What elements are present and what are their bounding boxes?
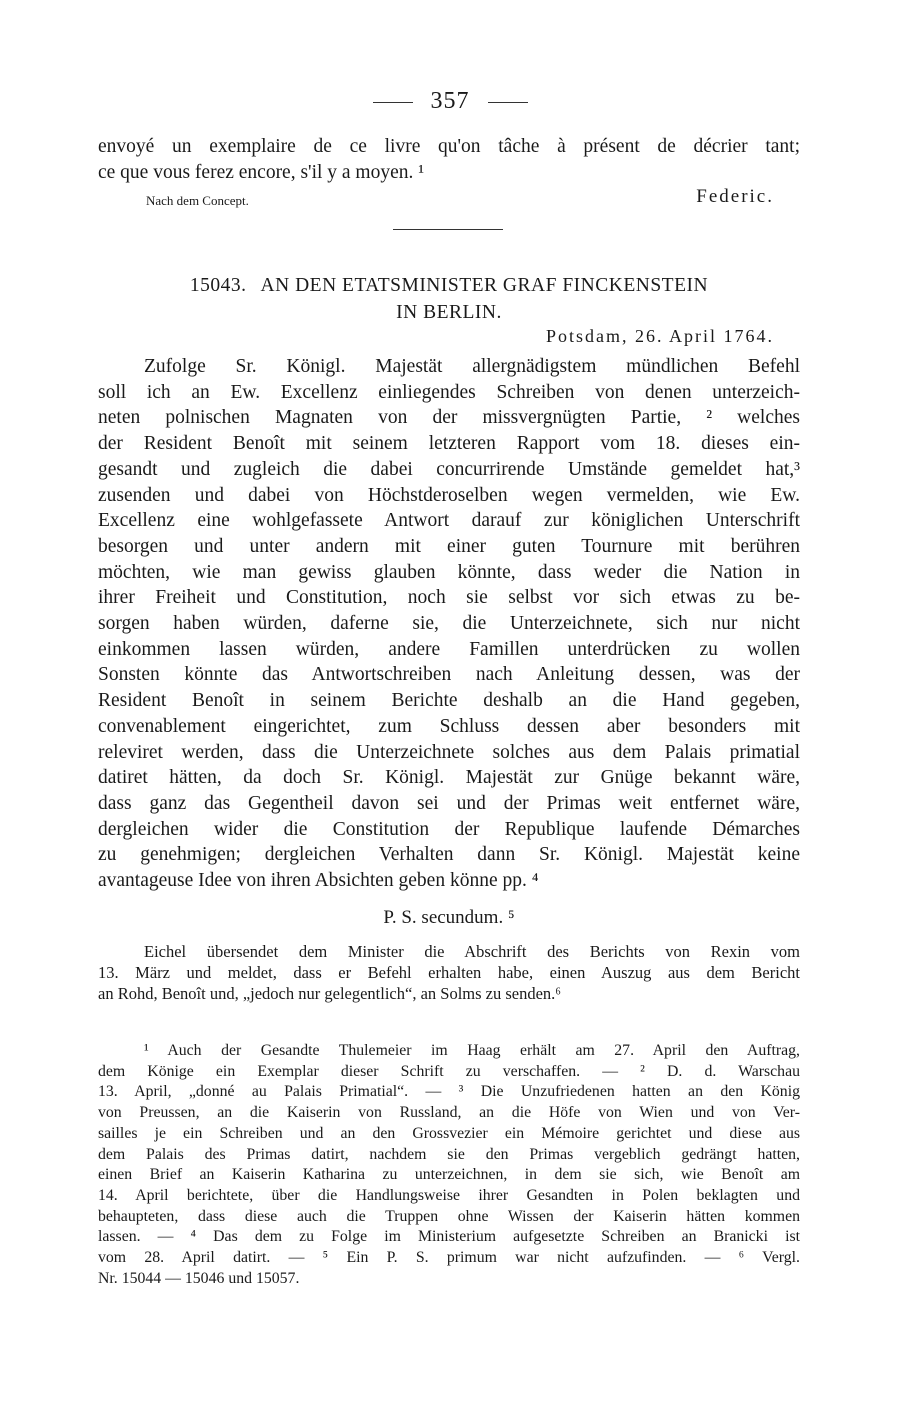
footnote-line: vom 28. April datirt. — ⁵ Ein P. S. primum war nicht aufzufinden. — ⁶ Vergl. (98, 1249, 800, 1267)
place-date: Potsdam, 26. April 1764. (545, 326, 774, 346)
letter-number: 15043. (189, 275, 247, 296)
body-line: dergleichen wider die Constitution der Republique laufende Démarches (98, 818, 800, 840)
body-line: Zufolge Sr. Königl. Majestät allergnädigstem mündlichen Befehl (144, 356, 800, 377)
section-divider (393, 229, 503, 230)
body-line: zusenden und dabei von Höchstderoselben wegen vermelden, wie Ew. (98, 484, 800, 506)
page-number: 357 (430, 88, 470, 114)
body-line: besorgen und unter andern mit einer guten Tournure mit berühren (98, 535, 800, 557)
body-line: dass ganz das Gegentheil davon sei und der Primas weit entfernet wäre, (98, 792, 800, 814)
body-line: Resident Benoît in seinem Berichte deshalb an die Hand gegeben, (98, 690, 800, 712)
letter-dateline (98, 326, 800, 347)
footnotes (98, 1041, 800, 1289)
letter-title-line2: IN BERLIN. (396, 302, 502, 323)
page-header (0, 88, 900, 115)
body-line: neten polnischen Magnaten von der missvergnügten Partie, ² welches (98, 407, 800, 429)
header-rule-left (373, 102, 413, 103)
summary-line: Eichel übersendet dem Minister die Abschrift des Berichts von Rexin vom (144, 942, 800, 961)
header-rule-right (488, 102, 528, 103)
footnote-line: 13. April, „donné au Palais Primatial“. — ³ Die Unzufriedenen hatten an den König (98, 1083, 800, 1101)
body-line: sorgen haben würden, daferne sie, die Unterzeichnete, sich nur nicht (98, 613, 800, 635)
footnote-line: einen Brief an Kaiserin Katharina zu unterzeichnen, in dem sie sich, wie Benoît am (98, 1166, 800, 1184)
intro-paragraph (98, 134, 800, 185)
source-note: Nach dem Concept. (146, 193, 249, 208)
letter-title-line1: AN DEN ETATSMINISTER GRAF FINCKENSTEIN (260, 275, 709, 296)
letter-body (98, 354, 800, 894)
body-line: der Resident Benoît mit seinem letzteren Rapport vom 18. dieses ein- (98, 433, 800, 455)
footnote-line: behaupteten, dass diese auch die Truppen ohne Wissen der Kaiserin hätten kommen (98, 1207, 800, 1225)
body-line: soll ich an Ew. Excellenz einliegendes Schreiben von denen unterzeich- (98, 381, 800, 403)
footnote-line: dem Könige ein Exemplar dieser Schrift zu verschaffen. — ² D. d. Warschau (98, 1062, 800, 1080)
footnote-line: sailles je ein Schreiben und an den Grossvezier ein Mémoire gerichtet und diese aus (98, 1124, 800, 1142)
letter-heading (98, 272, 800, 326)
body-line: Excellenz eine wohlgefassete Antwort darauf zur königlichen Unterschrift (98, 510, 800, 532)
intro-closing (98, 186, 800, 212)
body-line: zu genehmigen; dergleichen Verhalten dann Sr. Königl. Majestät keine (98, 844, 800, 866)
body-line: gesandt und zugleich die dabei concurrirende Umstände gemeldet hat,³ (98, 458, 800, 480)
footnote-line: ¹ Auch der Gesandte Thulemeier im Haag erhält am 27. April den Auftrag, (144, 1042, 800, 1059)
footnote-line: Nr. 15044 — 15046 und 15057. (98, 1269, 300, 1287)
intro-line: ce que vous ferez encore, s'il y a moyen. ¹ (98, 161, 425, 183)
body-line: Sonsten könnte das Antwortschreiben nach Anleitung dessen, was der (98, 664, 800, 686)
postscript-summary (98, 941, 800, 1004)
body-line: datiret hätten, da doch Sr. Königl. Majestät zur Gnüge bekannt wäre, (98, 767, 800, 789)
footnote-line: lassen. — ⁴ Das dem zu Folge im Ministerium aufgesetzte Schreiben an Branicki ist (98, 1228, 800, 1246)
intro-line: envoyé un exemplaire de ce livre qu'on tâche à présent de décrier tant; (98, 136, 800, 157)
signature: Federic. (696, 186, 774, 207)
postscript-heading: P. S. secundum. ⁵ (383, 907, 515, 928)
footnote-line: dem Palais des Primas datirt, nachdem sie den Primas vergeblich gedrängt hatten, (98, 1145, 800, 1163)
body-line: ihrer Freiheit und Constitution, noch sie selbst vor sich etwas zu be- (98, 587, 800, 609)
summary-line: 13. März und meldet, dass er Befehl erhalten habe, einen Auszug aus dem Bericht (98, 963, 800, 982)
footnote-line: 14. April berichtete, über die Handlungsweise ihrer Gesandten in Polen beklagten und (98, 1186, 800, 1204)
body-line: einkommen lassen würden, andere Famillen unterdrücken zu wollen (98, 638, 800, 660)
body-line: convenablement eingerichtet, zum Schluss dessen aber besonders mit (98, 715, 800, 737)
body-line: releviret werden, dass die Unterzeichnete solches aus dem Palais primatial (98, 741, 800, 763)
body-line: möchten, wie man gewiss glauben könnte, dass weder die Nation in (98, 561, 800, 583)
summary-line: an Rohd, Benoît und, „jedoch nur gelegentlich“, an Solms zu senden.⁶ (98, 984, 562, 1003)
body-line: avantageuse Idee von ihren Absichten geben könne pp. ⁴ (98, 870, 539, 892)
footnote-line: von Preussen, an die Kaiserin von Russland, an die Höfe von Wien und von Ver- (98, 1104, 800, 1122)
